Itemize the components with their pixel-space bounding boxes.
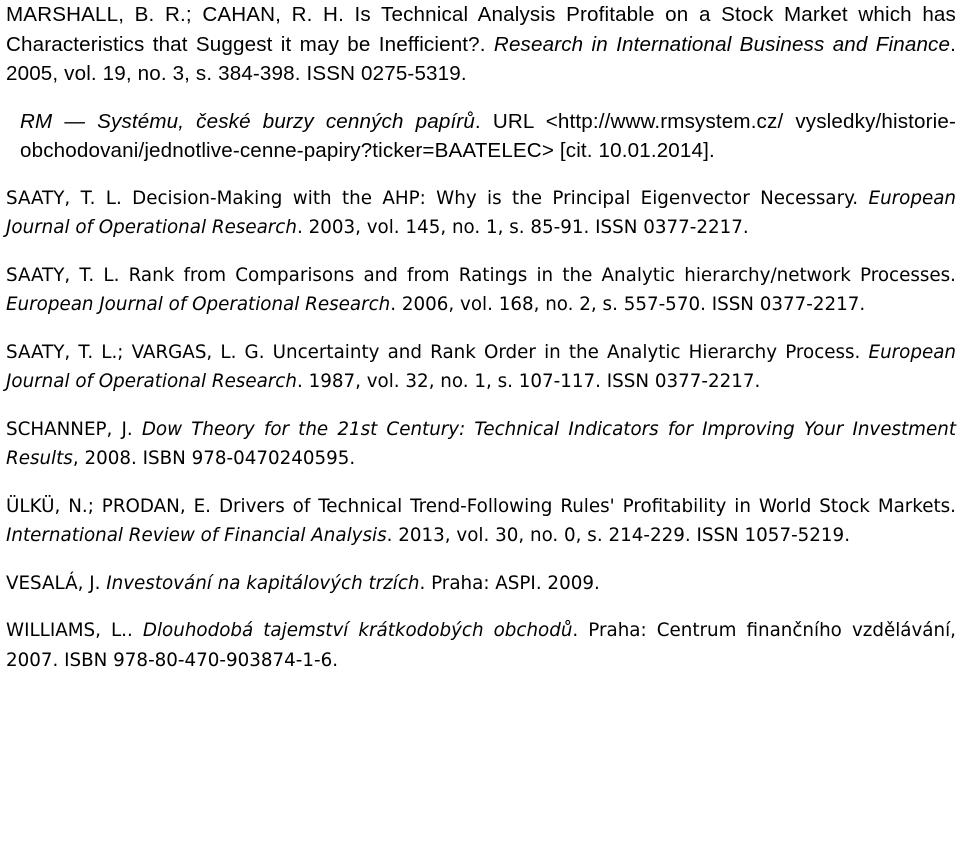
- reference-list: [6, 0, 956, 675]
- reference-text: SAATY, T. L.; VARGAS, L. G. Uncertainty and Rank Order in the Analytic Hierarchy Process.: [6, 341, 869, 363]
- reference-marshall: [6, 0, 956, 89]
- reference-text: . 2003, vol. 145, no. 1, s. 85-91. ISSN 0377-2217.: [296, 217, 749, 238]
- reference-text: SCHANNEP, J.: [6, 418, 142, 440]
- reference-book-title: Investování na kapitálových trzích: [106, 572, 420, 594]
- reference-text: . 1987, vol. 32, no. 1, s. 107-117. ISSN 0377-2217.: [296, 371, 761, 392]
- reference-text: . Praha: ASPI. 2009.: [419, 572, 600, 594]
- reference-schannep: [6, 415, 956, 474]
- reference-book-title: Dlouhodobá tajemství krátkodobých obchodů: [142, 620, 573, 641]
- reference-text: . 2005, vol. 19, no. 3, s. 384-398. ISSN 0275-5319.: [6, 32, 956, 85]
- reference-text: VESALÁ, J.: [6, 572, 107, 594]
- reference-ulku: [6, 492, 956, 551]
- reference-saaty-2006: [6, 261, 956, 320]
- reference-text: , 2008. ISBN 978-0470240595.: [72, 448, 356, 469]
- reference-title: RM — Systému, české burzy cenných papírů: [20, 109, 475, 133]
- reference-journal: European Journal of Operational Research: [6, 187, 956, 238]
- reference-journal: European Journal of Operational Research: [6, 341, 956, 392]
- reference-text: WILLIAMS, L..: [6, 620, 143, 641]
- reference-text: . Praha: Centrum finančního vzdělávání, 2007. ISBN 978-80-470-903874-1-6.: [6, 620, 956, 671]
- reference-journal: International Review of Financial Analysis: [6, 525, 387, 546]
- reference-saaty-2003: [6, 184, 956, 243]
- reference-text: ÜLKÜ, N.; PRODAN, E. Drivers of Technical Trend-Following Rules' Profitability in World Stock Markets.: [6, 495, 956, 517]
- reference-journal: Research in International Business and Finance: [493, 32, 951, 56]
- reference-rm-system: [6, 107, 956, 166]
- reference-journal: European Journal of Operational Research: [6, 294, 391, 315]
- reference-text: MARSHALL, B. R.; CAHAN, R. H. Is Technical Analysis Profitable on a Stock Market which has Characteristics that Suggest it may be Inefficient?.: [6, 3, 956, 56]
- reference-williams: [6, 616, 956, 675]
- reference-text: . 2013, vol. 30, no. 0, s. 214-229. ISSN 1057-5219.: [386, 525, 851, 546]
- reference-book-title: Dow Theory for the 21st Century: Technical Indicators for Improving Your Investment Results: [6, 418, 956, 469]
- reference-saaty-vargas: [6, 338, 956, 397]
- reference-text: SAATY, T. L. Decision-Making with the AHP: Why is the Principal Eigenvector Necessary.: [6, 187, 869, 209]
- reference-url-text: . URL <http://www.rmsystem.cz/ vysledky/historie-obchodovani/jednotlive-cenne-papiry?ticker=BAATELEC> [cit. 10.01.2014].: [20, 109, 956, 162]
- reference-text: SAATY, T. L. Rank from Comparisons and from Ratings in the Analytic hierarchy/network Processes.: [6, 264, 956, 286]
- reference-vesala: [6, 569, 956, 599]
- reference-text: . 2006, vol. 168, no. 2, s. 557-570. ISSN 0377-2217.: [390, 294, 866, 315]
